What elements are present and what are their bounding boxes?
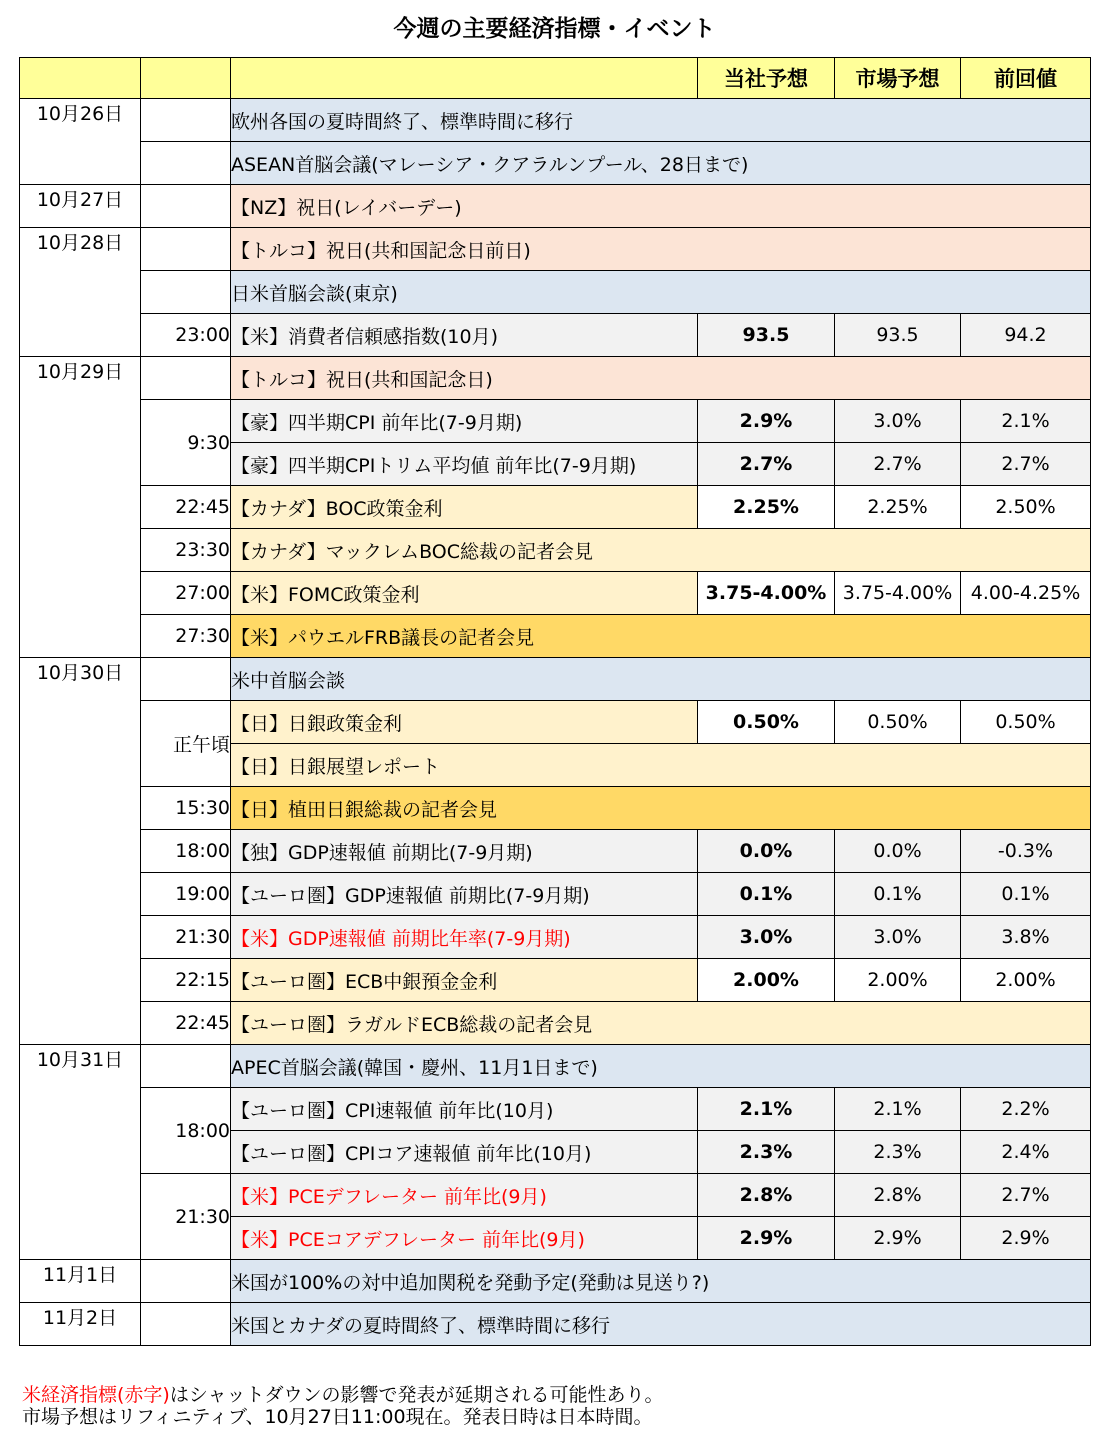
event-cell: ASEAN首脳会議(マレーシア・クアラルンプール、28日まで) (231, 142, 1091, 185)
event-cell: 【ユーロ圏】ECB中銀預金金利 (231, 959, 698, 1002)
forecast-cell: 3.75-4.00% (698, 572, 835, 615)
previous-cell: 2.2% (961, 1088, 1091, 1131)
event-cell: 【トルコ】祝日(共和国記念日前日) (231, 228, 1091, 271)
previous-cell: 2.50% (961, 486, 1091, 529)
time-cell (141, 271, 231, 314)
previous-cell: 0.1% (961, 873, 1091, 916)
forecast-cell: 3.0% (698, 916, 835, 959)
table-row (20, 357, 1091, 400)
time-cell: 27:30 (141, 615, 231, 658)
table-row (20, 486, 1091, 529)
time-cell (141, 1303, 231, 1346)
forecast-cell: 2.3% (698, 1131, 835, 1174)
time-cell: 21:30 (141, 916, 231, 959)
date-cell: 10月30日 (20, 658, 141, 1045)
event-cell: 米国が100%の対中追加関税を発動予定(発動は見送り?) (231, 1260, 1091, 1303)
market-cell: 0.1% (835, 873, 961, 916)
event-cell: 欧州各国の夏時間終了、標準時間に移行 (231, 99, 1091, 142)
event-cell: 【米】パウエルFRB議長の記者会見 (231, 615, 1091, 658)
event-cell: 【ユーロ圏】CPI速報値 前年比(10月) (231, 1088, 698, 1131)
forecast-cell: 0.0% (698, 830, 835, 873)
forecast-cell: 93.5 (698, 314, 835, 357)
previous-cell: 2.1% (961, 400, 1091, 443)
table-row (20, 658, 1091, 701)
table-row (20, 1045, 1091, 1088)
event-cell: 【日】植田日銀総裁の記者会見 (231, 787, 1091, 830)
previous-cell: 2.9% (961, 1217, 1091, 1260)
table-row (20, 916, 1091, 959)
date-cell: 10月27日 (20, 185, 141, 228)
table-row (20, 271, 1091, 314)
table-row (20, 1002, 1091, 1045)
market-cell: 2.25% (835, 486, 961, 529)
event-cell: 【米】消費者信頼感指数(10月) (231, 314, 698, 357)
event-cell: 米国とカナダの夏時間終了、標準時間に移行 (231, 1303, 1091, 1346)
table-row (20, 99, 1091, 142)
footer-note-1-red: 米経済指標(赤字) (22, 1384, 170, 1406)
previous-cell: -0.3% (961, 830, 1091, 873)
time-cell: 27:00 (141, 572, 231, 615)
time-cell: 22:45 (141, 1002, 231, 1045)
forecast-cell: 2.9% (698, 1217, 835, 1260)
time-cell: 22:15 (141, 959, 231, 1002)
previous-cell: 0.50% (961, 701, 1091, 744)
date-cell: 11月2日 (20, 1303, 141, 1346)
header-time (141, 58, 231, 99)
table-row (20, 142, 1091, 185)
table-row (20, 1174, 1091, 1217)
event-cell: 【日】日銀展望レポート (231, 744, 1091, 787)
date-cell: 10月29日 (20, 357, 141, 658)
time-cell (141, 228, 231, 271)
market-cell: 93.5 (835, 314, 961, 357)
previous-cell: 2.7% (961, 443, 1091, 486)
previous-cell: 2.4% (961, 1131, 1091, 1174)
event-cell: 【米】PCEコアデフレーター 前年比(9月) (231, 1217, 698, 1260)
forecast-cell: 2.8% (698, 1174, 835, 1217)
event-cell: 【米】FOMC政策金利 (231, 572, 698, 615)
event-cell: 【豪】四半期CPI 前年比(7-9月期) (231, 400, 698, 443)
time-cell: 18:00 (141, 830, 231, 873)
market-cell: 3.75-4.00% (835, 572, 961, 615)
table-row (20, 185, 1091, 228)
time-cell (141, 99, 231, 142)
table-row (20, 787, 1091, 830)
time-cell: 15:30 (141, 787, 231, 830)
table-row (20, 1088, 1091, 1131)
event-cell: 【カナダ】BOC政策金利 (231, 486, 698, 529)
table-row (20, 1303, 1091, 1346)
market-cell: 2.7% (835, 443, 961, 486)
market-cell: 2.00% (835, 959, 961, 1002)
table-header-row (20, 58, 1091, 99)
time-cell (141, 1045, 231, 1088)
event-cell: 米中首脳会談 (231, 658, 1091, 701)
footer-note-1-rest: はシャットダウンの影響で発表が延期される可能性あり。 (169, 1384, 664, 1406)
previous-cell: 2.7% (961, 1174, 1091, 1217)
event-cell: 【カナダ】マックレムBOC総裁の記者会見 (231, 529, 1091, 572)
event-cell: 【トルコ】祝日(共和国記念日) (231, 357, 1091, 400)
time-cell: 18:00 (141, 1088, 231, 1174)
table-row (20, 959, 1091, 1002)
market-cell: 0.50% (835, 701, 961, 744)
header-market: 市場予想 (835, 58, 961, 99)
footer-note-2: 市場予想はリフィニティブ、10月27日11:00現在。発表日時は日本時間。 (22, 1406, 653, 1428)
date-cell: 10月26日 (20, 99, 141, 185)
table-row (20, 572, 1091, 615)
previous-cell: 94.2 (961, 314, 1091, 357)
time-cell (141, 357, 231, 400)
previous-cell: 4.00-4.25% (961, 572, 1091, 615)
forecast-cell: 2.00% (698, 959, 835, 1002)
market-cell: 2.9% (835, 1217, 961, 1260)
event-cell: 【ユーロ圏】ラガルドECB総裁の記者会見 (231, 1002, 1091, 1045)
time-cell: 19:00 (141, 873, 231, 916)
event-cell: 【ユーロ圏】CPIコア速報値 前年比(10月) (231, 1131, 698, 1174)
header-forecast: 当社予想 (698, 58, 835, 99)
header-previous: 前回値 (961, 58, 1091, 99)
header-date (20, 58, 141, 99)
time-cell: 21:30 (141, 1174, 231, 1260)
time-cell (141, 658, 231, 701)
table-row (20, 529, 1091, 572)
time-cell: 正午頃 (141, 701, 231, 787)
event-cell: 【豪】四半期CPIトリム平均値 前年比(7-9月期) (231, 443, 698, 486)
table-row (20, 228, 1091, 271)
time-cell: 23:30 (141, 529, 231, 572)
event-cell: 【米】GDP速報値 前期比年率(7-9月期) (231, 916, 698, 959)
indicator-table (19, 57, 1091, 1346)
time-cell: 9:30 (141, 400, 231, 486)
event-cell: 【日】日銀政策金利 (231, 701, 698, 744)
previous-cell: 3.8% (961, 916, 1091, 959)
market-cell: 0.0% (835, 830, 961, 873)
table-row (20, 830, 1091, 873)
event-cell: 日米首脳会談(東京) (231, 271, 1091, 314)
time-cell (141, 1260, 231, 1303)
forecast-cell: 2.1% (698, 1088, 835, 1131)
market-cell: 3.0% (835, 400, 961, 443)
table-row (20, 1260, 1091, 1303)
page-title: 今週の主要経済指標・イベント (393, 16, 716, 42)
market-cell: 2.3% (835, 1131, 961, 1174)
event-cell: 【米】PCEデフレーター 前年比(9月) (231, 1174, 698, 1217)
market-cell: 3.0% (835, 916, 961, 959)
table-row (20, 873, 1091, 916)
event-cell: 【ユーロ圏】GDP速報値 前期比(7-9月期) (231, 873, 698, 916)
market-cell: 2.8% (835, 1174, 961, 1217)
market-cell: 2.1% (835, 1088, 961, 1131)
date-cell: 10月28日 (20, 228, 141, 357)
event-cell: 【NZ】祝日(レイバーデー) (231, 185, 1091, 228)
time-cell: 22:45 (141, 486, 231, 529)
time-cell (141, 185, 231, 228)
time-cell: 23:00 (141, 314, 231, 357)
forecast-cell: 0.1% (698, 873, 835, 916)
date-cell: 10月31日 (20, 1045, 141, 1260)
event-cell: 【独】GDP速報値 前期比(7-9月期) (231, 830, 698, 873)
forecast-cell: 0.50% (698, 701, 835, 744)
table-row (20, 314, 1091, 357)
forecast-cell: 2.9% (698, 400, 835, 443)
time-cell (141, 142, 231, 185)
event-cell: APEC首脳会議(韓国・慶州、11月1日まで) (231, 1045, 1091, 1088)
table-row (20, 400, 1091, 443)
header-event (231, 58, 698, 99)
previous-cell: 2.00% (961, 959, 1091, 1002)
date-cell: 11月1日 (20, 1260, 141, 1303)
table-row (20, 615, 1091, 658)
forecast-cell: 2.7% (698, 443, 835, 486)
forecast-cell: 2.25% (698, 486, 835, 529)
table-row (20, 701, 1091, 744)
